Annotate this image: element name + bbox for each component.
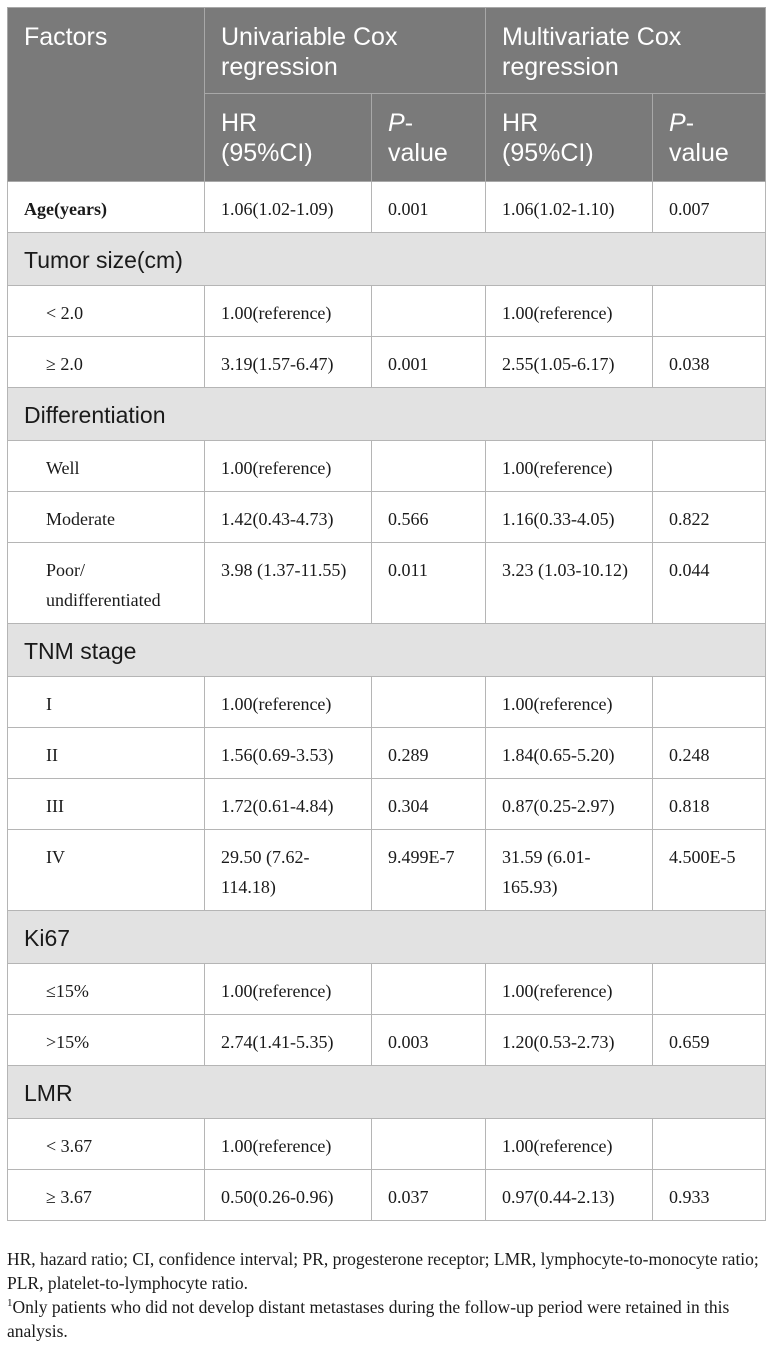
univariable-p-cell [372, 964, 486, 1015]
multivariate-hr-cell: 1.00(reference) [486, 286, 653, 337]
section-row [8, 1066, 766, 1119]
univariable-hr-cell: 1.00(reference) [205, 441, 372, 492]
univariable-hr-cell: 1.72(0.61-4.84) [205, 779, 372, 830]
row-label: III [8, 779, 205, 830]
section-label: Ki67 [8, 911, 766, 964]
p-rest: -value [669, 109, 729, 167]
table-row [8, 779, 766, 830]
row-label: I [8, 677, 205, 728]
multivariate-p-cell: 0.038 [653, 337, 766, 388]
row-label: IV [8, 830, 205, 911]
univariable-p-cell: 0.001 [372, 337, 486, 388]
multivariate-hr-cell: 31.59 (6.01-165.93) [486, 830, 653, 911]
table-row [8, 1170, 766, 1221]
multivariate-hr-cell: 1.06(1.02-1.10) [486, 182, 653, 233]
univariable-p-cell [372, 286, 486, 337]
table-row [8, 677, 766, 728]
header-multivariate: Multivariate Cox regression [486, 8, 766, 94]
multivariate-p-cell [653, 1119, 766, 1170]
header-factors: Factors [8, 8, 205, 182]
multivariate-p-cell [653, 677, 766, 728]
multivariate-p-cell: 0.007 [653, 182, 766, 233]
section-label: Tumor size(cm) [8, 233, 766, 286]
p-italic: P [388, 109, 405, 137]
multivariate-hr-cell: 1.00(reference) [486, 677, 653, 728]
univariable-p-cell: 0.304 [372, 779, 486, 830]
section-row [8, 624, 766, 677]
header-mul-hr: HR (95%CI) [486, 94, 653, 182]
header-mul-p [653, 94, 766, 182]
univariable-hr-cell: 1.06(1.02-1.09) [205, 182, 372, 233]
multivariate-hr-cell: 1.16(0.33-4.05) [486, 492, 653, 543]
table-row [8, 964, 766, 1015]
multivariate-p-cell: 4.500E-5 [653, 830, 766, 911]
univariable-p-cell: 0.011 [372, 543, 486, 624]
table-row [8, 830, 766, 911]
row-label: >15% [8, 1015, 205, 1066]
section-row [8, 388, 766, 441]
p-italic: P [669, 109, 686, 137]
header-uni-p [372, 94, 486, 182]
section-row [8, 911, 766, 964]
table-footnotes [7, 1247, 765, 1343]
multivariate-p-cell: 0.933 [653, 1170, 766, 1221]
row-label: < 3.67 [8, 1119, 205, 1170]
row-label: Age(years) [8, 182, 205, 233]
section-label: Differentiation [8, 388, 766, 441]
table-row [8, 441, 766, 492]
univariable-hr-cell: 3.98 (1.37-11.55) [205, 543, 372, 624]
multivariate-hr-cell: 1.00(reference) [486, 964, 653, 1015]
cox-regression-table [7, 7, 766, 1221]
multivariate-p-cell: 0.822 [653, 492, 766, 543]
univariable-hr-cell: 1.00(reference) [205, 677, 372, 728]
multivariate-hr-cell: 1.00(reference) [486, 1119, 653, 1170]
p-rest: -value [388, 109, 448, 167]
multivariate-hr-cell: 1.84(0.65-5.20) [486, 728, 653, 779]
row-label: ≤15% [8, 964, 205, 1015]
multivariate-p-cell: 0.248 [653, 728, 766, 779]
univariable-hr-cell: 1.00(reference) [205, 286, 372, 337]
univariable-p-cell: 0.001 [372, 182, 486, 233]
univariable-hr-cell: 1.00(reference) [205, 1119, 372, 1170]
footnote-abbreviations: HR, hazard ratio; CI, confidence interval; PR, progesterone receptor; LMR, lymphocyte-to-monocyte ratio; PLR, platelet-to-lymphocyte ratio. [7, 1249, 759, 1293]
footnote-text: Only patients who did not develop distant metastases during the follow-up period were retained in this analysis. [7, 1297, 730, 1341]
section-label: LMR [8, 1066, 766, 1119]
univariable-p-cell: 0.003 [372, 1015, 486, 1066]
footnote-note [7, 1295, 765, 1343]
header-row-groups [8, 8, 766, 94]
multivariate-p-cell [653, 286, 766, 337]
multivariate-hr-cell: 1.20(0.53-2.73) [486, 1015, 653, 1066]
row-label: II [8, 728, 205, 779]
univariable-p-cell [372, 441, 486, 492]
section-row [8, 233, 766, 286]
multivariate-p-cell [653, 441, 766, 492]
univariable-hr-cell: 0.50(0.26-0.96) [205, 1170, 372, 1221]
multivariate-hr-cell: 0.87(0.25-2.97) [486, 779, 653, 830]
univariable-p-cell: 0.037 [372, 1170, 486, 1221]
univariable-hr-cell: 1.56(0.69-3.53) [205, 728, 372, 779]
row-label: Well [8, 441, 205, 492]
multivariate-hr-cell: 0.97(0.44-2.13) [486, 1170, 653, 1221]
univariable-hr-cell: 29.50 (7.62-114.18) [205, 830, 372, 911]
multivariate-p-cell: 0.659 [653, 1015, 766, 1066]
univariable-p-cell: 0.566 [372, 492, 486, 543]
table-row [8, 492, 766, 543]
univariable-hr-cell: 3.19(1.57-6.47) [205, 337, 372, 388]
table-row [8, 728, 766, 779]
header-uni-hr: HR (95%CI) [205, 94, 372, 182]
multivariate-p-cell [653, 964, 766, 1015]
multivariate-p-cell: 0.818 [653, 779, 766, 830]
table-row [8, 1119, 766, 1170]
footnote-marker: 1 [7, 1297, 13, 1310]
univariable-p-cell: 9.499E-7 [372, 830, 486, 911]
table-row [8, 543, 766, 624]
table-row [8, 182, 766, 233]
multivariate-hr-cell: 3.23 (1.03-10.12) [486, 543, 653, 624]
univariable-p-cell [372, 1119, 486, 1170]
multivariate-p-cell: 0.044 [653, 543, 766, 624]
table-row [8, 1015, 766, 1066]
table-row [8, 337, 766, 388]
univariable-hr-cell: 1.00(reference) [205, 964, 372, 1015]
row-label: Moderate [8, 492, 205, 543]
section-label: TNM stage [8, 624, 766, 677]
univariable-p-cell [372, 677, 486, 728]
row-label: ≥ 2.0 [8, 337, 205, 388]
univariable-hr-cell: 1.42(0.43-4.73) [205, 492, 372, 543]
row-label: ≥ 3.67 [8, 1170, 205, 1221]
header-univariable: Univariable Cox regression [205, 8, 486, 94]
multivariate-hr-cell: 1.00(reference) [486, 441, 653, 492]
univariable-p-cell: 0.289 [372, 728, 486, 779]
multivariate-hr-cell: 2.55(1.05-6.17) [486, 337, 653, 388]
table-body [8, 182, 766, 1221]
table-row [8, 286, 766, 337]
row-label: < 2.0 [8, 286, 205, 337]
univariable-hr-cell: 2.74(1.41-5.35) [205, 1015, 372, 1066]
row-label: Poor/ undifferentiated [8, 543, 205, 624]
